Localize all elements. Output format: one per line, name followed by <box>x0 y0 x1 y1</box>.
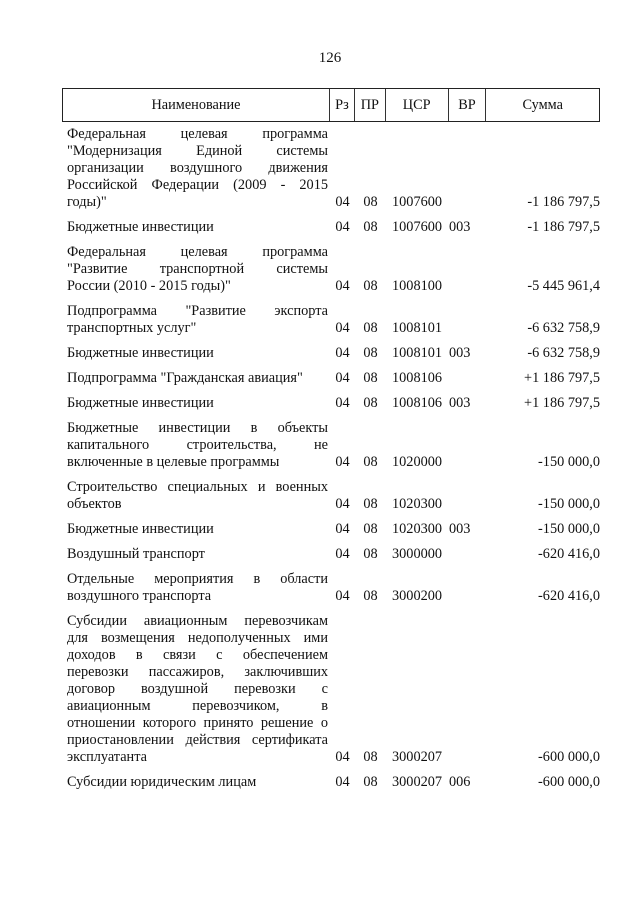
row-sum: -150 000,0 <box>538 496 600 512</box>
table-row <box>62 420 600 471</box>
row-name <box>62 126 330 211</box>
row-rz: 04 <box>335 774 350 790</box>
row-rz: 04 <box>335 370 350 386</box>
row-csr: 1008101 <box>392 320 443 336</box>
name-line: капитального строительства, не <box>67 437 328 453</box>
budget-table <box>62 88 600 799</box>
name-line: Отдельные мероприятия в области <box>67 571 328 587</box>
row-name <box>62 345 330 362</box>
row-csr: 3000207 <box>392 749 443 765</box>
row-csr: 1008106 <box>392 370 443 386</box>
table-body <box>62 122 600 791</box>
name-line: приостановлении действия сертификата <box>67 732 328 748</box>
table-row <box>62 613 600 766</box>
row-sum: -1 186 797,5 <box>527 219 600 235</box>
row-pr: 08 <box>363 521 378 537</box>
name-line: объектов <box>67 496 122 512</box>
name-line: доходов в связи с обеспечением <box>67 647 328 663</box>
name-line: "Развитие транспортной системы <box>67 261 328 277</box>
table-row <box>62 521 600 538</box>
row-rz: 04 <box>335 320 350 336</box>
row-csr: 1007600 <box>392 219 443 235</box>
row-pr: 08 <box>363 370 378 386</box>
row-name <box>62 774 330 791</box>
row-rz: 04 <box>335 194 350 210</box>
row-csr: 3000000 <box>392 546 443 562</box>
row-pr: 08 <box>363 588 378 604</box>
row-pr: 08 <box>363 774 378 790</box>
row-sum: -600 000,0 <box>538 774 600 790</box>
name-line: отношении которого принято решение о <box>67 715 328 731</box>
name-line: Бюджетные инвестиции <box>67 219 214 235</box>
name-line: Подпрограмма "Гражданская авиация" <box>67 370 303 386</box>
name-line: договор воздушной перевозки с <box>67 681 328 697</box>
row-csr: 1020300 <box>392 496 443 512</box>
row-vr: 003 <box>449 395 471 411</box>
row-rz: 04 <box>335 749 350 765</box>
row-sum: -150 000,0 <box>538 454 600 470</box>
name-line: воздушного транспорта <box>67 588 212 604</box>
row-rz: 04 <box>335 588 350 604</box>
row-pr: 08 <box>363 749 378 765</box>
name-line: для возмещения недополученных ими <box>67 630 328 646</box>
header-rz: Рз <box>330 89 355 121</box>
row-name <box>62 613 330 766</box>
row-sum: -600 000,0 <box>538 749 600 765</box>
table-row <box>62 303 600 337</box>
name-line: Бюджетные инвестиции <box>67 345 214 361</box>
name-line: организации воздушного движения <box>67 160 328 176</box>
table-row <box>62 479 600 513</box>
row-vr: 003 <box>449 345 471 361</box>
name-line: Федеральная целевая программа <box>67 126 328 142</box>
row-sum: -6 632 758,9 <box>527 345 600 361</box>
row-sum: +1 186 797,5 <box>524 395 600 411</box>
name-line: Строительство специальных и военных <box>67 479 328 495</box>
row-pr: 08 <box>363 496 378 512</box>
row-rz: 04 <box>335 521 350 537</box>
table-row <box>62 774 600 791</box>
row-csr: 1008101 <box>392 345 443 361</box>
row-rz: 04 <box>335 454 350 470</box>
name-line: эксплуатанта <box>67 749 147 765</box>
name-line: Подпрограмма "Развитие экспорта <box>67 303 328 319</box>
name-line: транспортных услуг" <box>67 320 197 336</box>
row-csr: 1008106 <box>392 395 443 411</box>
row-sum: -1 186 797,5 <box>527 194 600 210</box>
table-row <box>62 395 600 412</box>
row-rz: 04 <box>335 345 350 361</box>
name-line: Бюджетные инвестиции <box>67 395 214 411</box>
name-line: годы)" <box>67 194 107 210</box>
name-line: авиационным перевозчиком, в <box>67 698 328 714</box>
page-number: 126 <box>318 50 342 66</box>
row-csr: 1008100 <box>392 278 443 294</box>
header-name: Наименование <box>63 89 330 121</box>
row-rz: 04 <box>335 219 350 235</box>
header-vr: ВР <box>449 89 487 121</box>
name-line: включенные в целевые программы <box>67 454 280 470</box>
row-name <box>62 571 330 605</box>
name-line: Субсидии авиационным перевозчикам <box>67 613 328 629</box>
table-row <box>62 345 600 362</box>
table-row <box>62 244 600 295</box>
row-pr: 08 <box>363 219 378 235</box>
row-rz: 04 <box>335 496 350 512</box>
row-name <box>62 395 330 412</box>
name-line: Бюджетные инвестиции в объекты <box>67 420 328 436</box>
table-row <box>62 370 600 387</box>
name-line: перевозки пассажиров, заключивших <box>67 664 328 680</box>
row-sum: -5 445 961,4 <box>527 278 600 294</box>
row-sum: -6 632 758,9 <box>527 320 600 336</box>
header-sum: Сумма <box>522 96 563 113</box>
row-name <box>62 244 330 295</box>
row-pr: 08 <box>363 395 378 411</box>
name-line: Федеральная целевая программа <box>67 244 328 260</box>
row-name <box>62 420 330 471</box>
row-pr: 08 <box>363 454 378 470</box>
table-row <box>62 126 600 211</box>
header-pr: ПР <box>355 89 386 121</box>
header-csr: ЦСР <box>386 89 449 121</box>
name-line: Субсидии юридическим лицам <box>67 774 257 790</box>
row-vr: 003 <box>449 219 471 235</box>
row-rz: 04 <box>335 395 350 411</box>
row-csr: 1007600 <box>392 194 443 210</box>
row-pr: 08 <box>363 278 378 294</box>
row-rz: 04 <box>335 278 350 294</box>
row-sum: -620 416,0 <box>538 546 600 562</box>
name-line: Российской Федерации (2009 - 2015 <box>67 177 328 193</box>
row-rz: 04 <box>335 546 350 562</box>
name-line: Воздушный транспорт <box>67 546 205 562</box>
row-csr: 1020300 <box>392 521 443 537</box>
name-line: России (2010 - 2015 годы)" <box>67 278 231 294</box>
name-line: Бюджетные инвестиции <box>67 521 214 537</box>
row-sum: +1 186 797,5 <box>524 370 600 386</box>
row-csr: 1020000 <box>392 454 443 470</box>
table-row <box>62 546 600 563</box>
row-sum: -150 000,0 <box>538 521 600 537</box>
row-name <box>62 219 330 236</box>
row-csr: 3000200 <box>392 588 443 604</box>
table-row <box>62 219 600 236</box>
row-name <box>62 303 330 337</box>
row-sum: -620 416,0 <box>538 588 600 604</box>
row-name <box>62 479 330 513</box>
row-name <box>62 521 330 538</box>
table-row <box>62 571 600 605</box>
row-csr: 3000207 <box>392 774 443 790</box>
row-vr: 006 <box>449 774 471 790</box>
row-vr: 003 <box>449 521 471 537</box>
table-header <box>62 88 600 122</box>
row-pr: 08 <box>363 345 378 361</box>
row-name <box>62 370 330 387</box>
row-name <box>62 546 330 563</box>
row-pr: 08 <box>363 546 378 562</box>
row-pr: 08 <box>363 194 378 210</box>
name-line: "Модернизация Единой системы <box>67 143 328 159</box>
row-pr: 08 <box>363 320 378 336</box>
